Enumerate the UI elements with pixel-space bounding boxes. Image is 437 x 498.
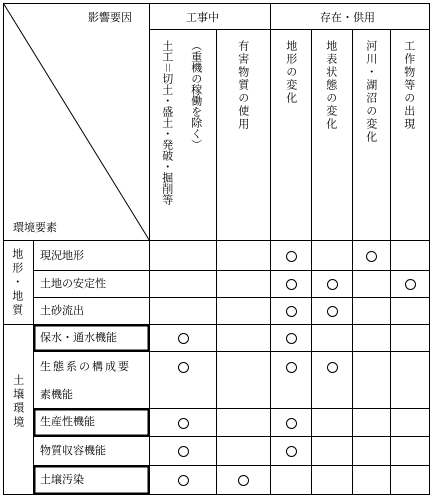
mark-circle bbox=[286, 306, 297, 317]
category-terrain-geology: 地形・地質 bbox=[10, 248, 24, 318]
mark-circle bbox=[178, 418, 189, 429]
mark-circle bbox=[178, 446, 189, 457]
mark-circle bbox=[286, 446, 297, 457]
column-header-terrain-change: 地形の変化 bbox=[284, 40, 298, 105]
mark-circle bbox=[327, 362, 338, 373]
column-header-earthwork: 土工＝切土・盛土・発破・掘削等 bbox=[160, 40, 174, 205]
mark-circle bbox=[178, 362, 189, 373]
mark-circle bbox=[238, 475, 249, 486]
group-header-construction: 工事中 bbox=[186, 11, 219, 24]
mark-circle bbox=[286, 251, 297, 262]
mark-circle bbox=[286, 362, 297, 373]
mark-circle bbox=[327, 279, 338, 290]
mark-circle bbox=[178, 333, 189, 344]
column-header-hazardous: 有害物質の使用 bbox=[236, 40, 250, 131]
mark-circle bbox=[405, 279, 416, 290]
corner-label-factors: 影響要因 bbox=[88, 11, 132, 24]
row-label-soil-contamination: 土壌汚染 bbox=[40, 473, 84, 486]
mark-circle bbox=[366, 251, 377, 262]
row-label-topography: 現況地形 bbox=[40, 249, 84, 262]
category-soil: 土壌環境 bbox=[11, 374, 25, 430]
mark-circle bbox=[327, 306, 338, 317]
column-header-river-change: 河川・湖沼の変化 bbox=[364, 40, 378, 144]
column-header-structure: 工作物等の出現 bbox=[402, 40, 416, 131]
row-label-stability: 土地の安定性 bbox=[40, 277, 106, 290]
mark-circle bbox=[286, 333, 297, 344]
row-label-water-retention: 保水・通水機能 bbox=[40, 331, 117, 344]
mark-circle bbox=[286, 279, 297, 290]
row-label-material-capacity: 物質収容機能 bbox=[40, 444, 106, 457]
corner-label-elements: 環境要素 bbox=[13, 221, 57, 234]
column-header-earthwork-note: （重機の稼働を除く） bbox=[189, 40, 203, 150]
row-label-sediment: 土砂流出 bbox=[40, 304, 84, 317]
mark-circle bbox=[178, 475, 189, 486]
row-label-ecosystem: 生態系の構成要 bbox=[40, 360, 131, 373]
mark-circle bbox=[286, 418, 297, 429]
column-header-surface-change: 地表状態の変化 bbox=[324, 40, 338, 131]
group-header-existence: 存在・供用 bbox=[320, 11, 375, 24]
row-label-productivity: 生産性機能 bbox=[40, 415, 95, 428]
row-label-ecosystem-cont: 素機能 bbox=[40, 388, 73, 401]
